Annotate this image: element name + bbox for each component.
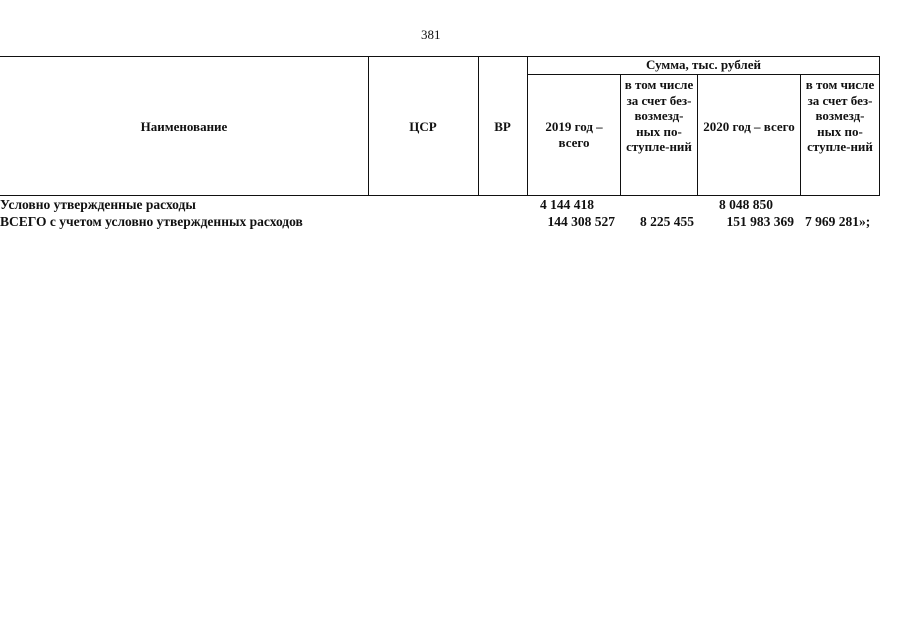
row-name: ВСЕГО с учетом условно утвержденных расходов: [0, 214, 303, 229]
column-divider: [800, 74, 801, 195]
header-2019-free: в том числе за счет без-возмезд-ных по-ступле-ний: [624, 77, 694, 154]
sum-group-divider: [527, 74, 880, 75]
header-name: Наименование: [140, 119, 228, 134]
header-bottom-border: [0, 195, 880, 196]
row-2020-free: 7 969 281»;: [805, 214, 871, 229]
header-csr: ЦСР: [409, 119, 437, 134]
row-name: Условно утвержденные расходы: [0, 197, 196, 212]
page-number: 381: [421, 27, 441, 42]
header-2020-total: 2020 год – всего: [703, 119, 795, 134]
column-divider: [620, 74, 621, 195]
row-2019-total: 4 144 418: [540, 197, 594, 212]
row-2020-total: 151 983 369: [726, 214, 794, 229]
header-vr: ВР: [494, 119, 511, 134]
header-2020-free: в том числе за счет без-возмезд-ных по-ступле-ний: [805, 77, 875, 154]
column-divider: [527, 56, 528, 195]
budget-table: [0, 56, 880, 236]
column-divider: [697, 74, 698, 195]
header-2019-total: 2019 год – всего: [545, 119, 603, 150]
row-2020-total: 8 048 850: [719, 197, 773, 212]
header-sum-group: Сумма, тыс. рублей: [646, 57, 761, 72]
row-2019-total: 144 308 527: [547, 214, 615, 229]
row-2019-free: 8 225 455: [640, 214, 694, 229]
column-divider: [879, 56, 880, 195]
